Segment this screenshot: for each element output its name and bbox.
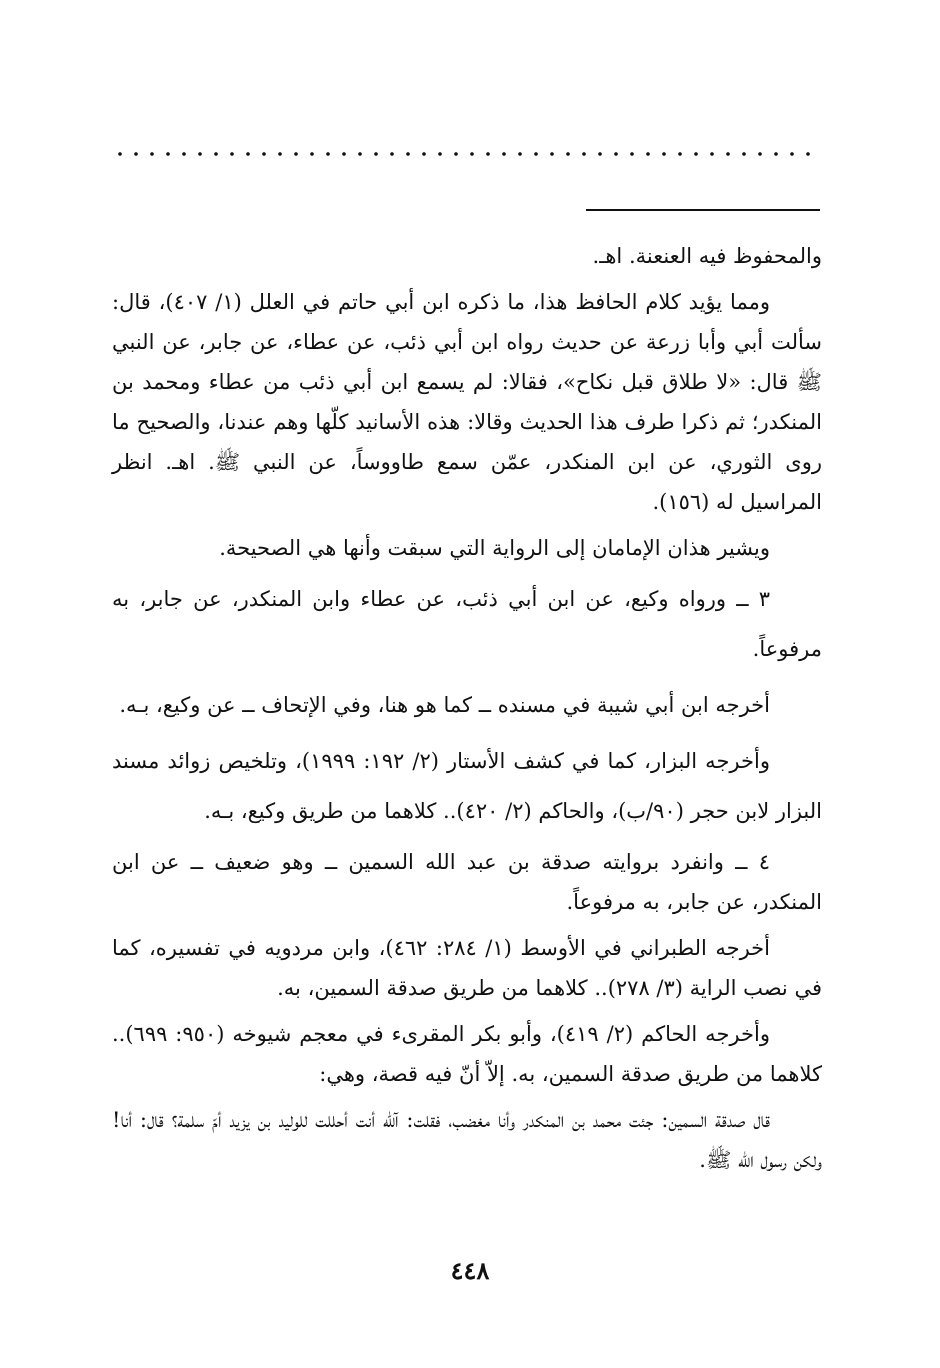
paragraph-10: قال صدقة السمين: جئت محمد بن المنكدر وأنا مغضب، فقلت: آللّه أنت أحللت للوليد بن يزيد أمّ سلمة؟ قال: أنا! ولكن رسول الله ﷺ. xyxy=(112,1108,822,1172)
paragraph-4: ٣ ــ ورواه وكيع، عن ابن أبي ذئب، عن عطاء وابن المنكدر، عن جابر، به مرفوعاً. xyxy=(112,587,822,661)
paragraph-2: ومما يؤيد كلام الحافظ هذا، ما ذكره ابن أبي حاتم في العلل (١/ ٤٠٧)، قال: سألت أبي وأبا زرعة عن حديث رواه ابن أبي ذئب، عن عطاء، عن جابر، عن النبي ﷺ قال: «لا طلاق قبل نكاح»، فقالا: لم يسمع ابن أبي ذئب من عطاء ومحمد بن المنكدر؛ ثم ذكرا طرف هذا الحديث وقالا: هذه الأسانيد كلّها وهم عندنا، والصحيح ما روى الثوري، عن ابن المنكدر، عمّن سمع طاووساً، عن النبي ﷺ. اهـ. انظر المراسيل له (١٥٦). xyxy=(112,290,822,514)
page-number: ٤٤٨ xyxy=(450,1256,490,1285)
dotted-separator xyxy=(112,150,822,158)
paragraph-1: والمحفوظ فيه العنعنة. اهـ. xyxy=(592,244,822,268)
paragraph-7: ٤ ــ وانفرد بروايته صدقة بن عبد الله السمين ــ وهو ضعيف ــ عن ابن المنكدر، عن جابر، به مرفوعاً. xyxy=(112,850,822,914)
paragraph-5: أخرجه ابن أبي شيبة في مسنده ــ كما هو هنا، وفي الإتحاف ــ عن وكيع، بـه. xyxy=(119,693,770,717)
footnote-rule xyxy=(586,209,820,211)
paragraph-8: أخرجه الطبراني في الأوسط (١/ ٢٨٤: ٤٦٢)، وابن مردويه في تفسيره، كما في نصب الراية (٣/ ٢٧٨).. كلاهما من طريق صدقة السمين، به. xyxy=(112,936,822,1000)
footnote-text xyxy=(112,236,822,1186)
paragraph-6: وأخرجه البزار، كما في كشف الأستار (٢/ ١٩٢: ١٩٩٩)، وتلخيص زوائد مسند البزار لابن حجر (٩٠/ب)، والحاكم (٢/ ٤٢٠).. كلاهما من طريق وكيع، بـه. xyxy=(112,749,822,823)
paragraph-3: ويشير هذان الإمامان إلى الرواية التي سبقت وأنها هي الصحيحة. xyxy=(219,536,770,560)
paragraph-9: وأخرجه الحاكم (٢/ ٤١٩)، وأبو بكر المقرىء في معجم شيوخه (٩٥٠: ٦٩٩).. كلاهما من طريق صدقة السمين، به. إلاّ أنّ فيه قصة، وهي: xyxy=(112,1022,822,1086)
